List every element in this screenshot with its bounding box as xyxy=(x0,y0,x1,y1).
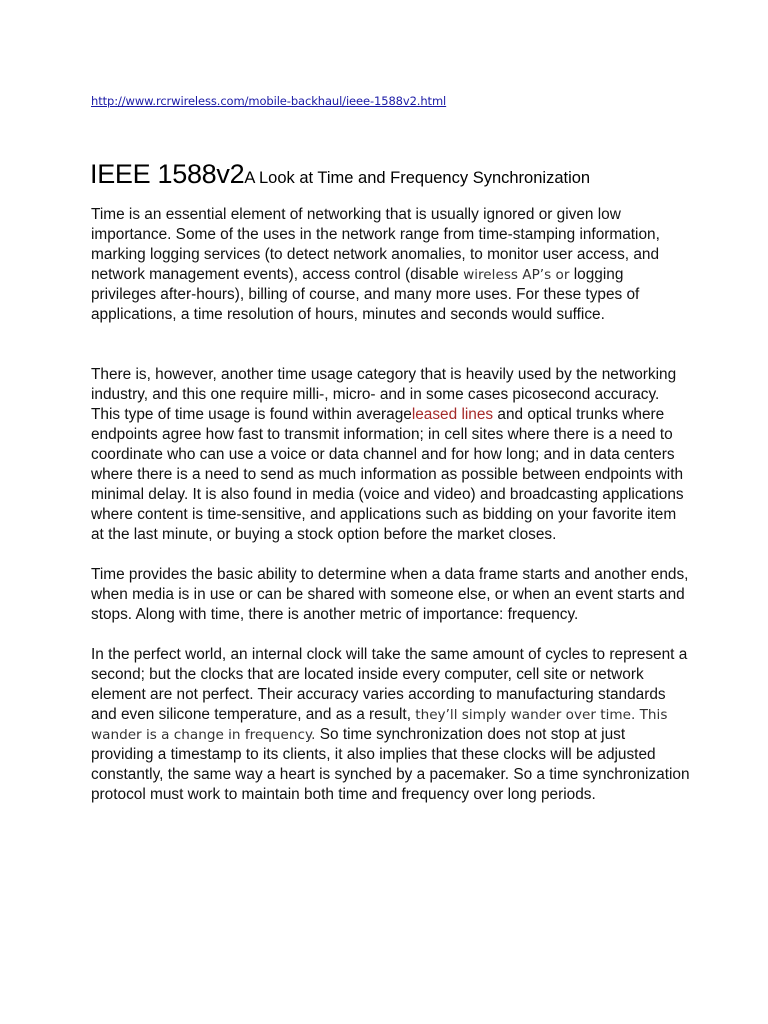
article-title: IEEE 1588v2 xyxy=(90,159,245,189)
paragraph-4-text-b: they’ll simply wander over time. This wander is a change in frequency. xyxy=(91,707,668,743)
paragraph-1 xyxy=(91,205,691,325)
paragraph-2-text-a: There is, however, another time usage category that is heavily used by the networking industry, and this one require milli-, micro- and in some cases picosecond accuracy. This type of time usage is found within average xyxy=(91,366,677,423)
paragraph-4-text-c: So time synchronization does not stop at just providing a timestamp to its clients, it also implies that these clocks will be adjusted constantly, the same way a heart is synched by a pacemaker. So a time synchronization protocol must work to maintain both time and frequency over long periods. xyxy=(91,726,690,803)
paragraph-3: Time provides the basic ability to determine when a data frame starts and another ends, when media is in use or can be shared with someone else, or when an event starts and stops. Along with time, there is another metric of importance: frequency. xyxy=(91,566,689,623)
paragraph-2 xyxy=(91,365,691,545)
article-heading xyxy=(90,159,590,190)
paragraph-4-text-a: In the perfect world, an internal clock will take the same amount of cycles to represent a second; but the clocks that are located inside every computer, cell site or network element are not perfect. Their accuracy varies according to manufacturing standards and even silicone temperature, and as a result, xyxy=(91,646,688,723)
paragraph-1-text-a: Time is an essential element of networking that is usually ignored or given low importance. Some of the uses in the network range from time-stamping information, marking logging services (to detect network anomalies, to monitor user access, and network management events), access control (disable xyxy=(91,206,660,283)
leased-lines-link[interactable]: leased lines xyxy=(411,406,494,423)
paragraph-4 xyxy=(91,645,691,805)
paragraph-1-text-c: logging privileges after-hours), billing of course, and many more uses. For these types of applications, a time resolution of hours, minutes and seconds would suffice. xyxy=(91,266,640,323)
source-url-link[interactable]: http://www.rcrwireless.com/mobile-backhaul/ieee-1588v2.html xyxy=(91,94,447,108)
article-body xyxy=(91,205,691,805)
paragraph-1-text-b: wireless AP’s or xyxy=(463,267,574,283)
paragraph-2-text-b: and optical trunks where endpoints agree how fast to transmit information; in cell sites where there is a need to coordinate who can use a voice or data channel and for how long; and in data centers where there is a need to send as much information as possible between endpoints with minimal delay. It is also found in media (voice and video) and broadcasting applications where content is time-sensitive, and applications such as bidding on your favorite item at the last minute, or buying a stock option before the market closes. xyxy=(91,406,684,543)
article-subtitle: A Look at Time and Frequency Synchronization xyxy=(244,169,591,187)
